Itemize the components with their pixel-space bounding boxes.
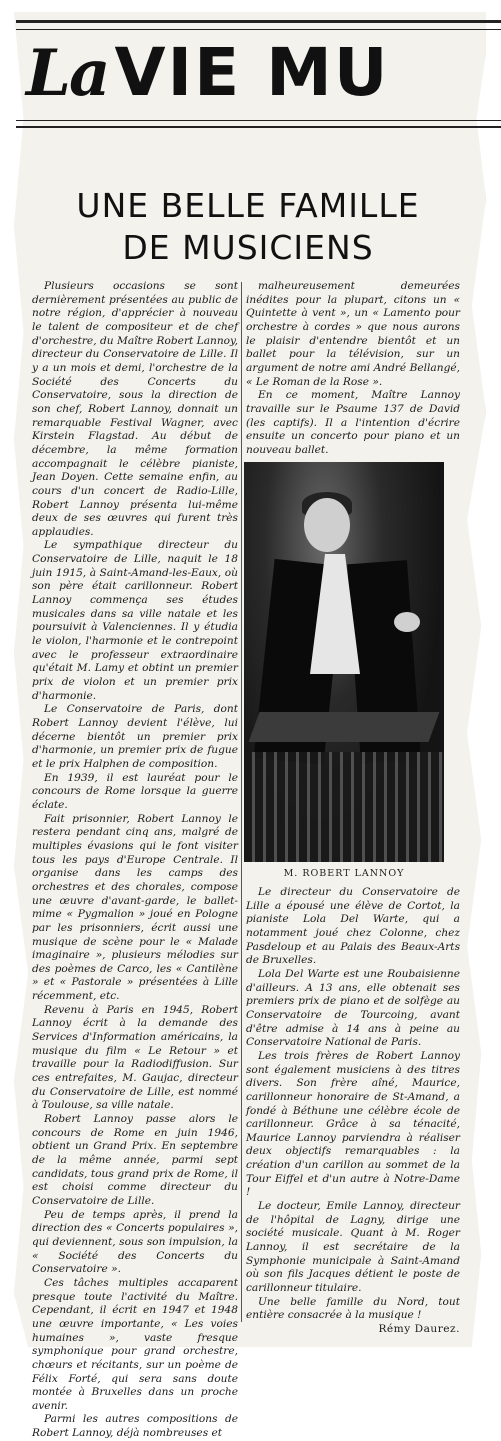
paragraph: Ces tâches multiples accaparent presque toute l'activité du Maître. Cependant, il écrit en 1947 et 1948 une œuvre importante, « Les voies humaines », vaste fresque symphonique pour grand orchestre, chœurs et récitants, sur un poème de Félix Forté, qui sera sans doute montée à Bruxelles dans un proche avenir. (32, 1276, 238, 1412)
article-column-left (32, 280, 238, 1441)
masthead-vie: VIE MU (114, 34, 390, 111)
paragraph: Le docteur, Emile Lannoy, directeur de l'hôpital de Lagny, dirige une société musicale. Quant à M. Roger Lannoy, il est secrétaire de la Symphonie municipale à Saint-Amand où son fils Jacques détient le poste de carillonneur titulaire. (246, 1200, 460, 1295)
column-divider (241, 282, 242, 1322)
paragraph: Une belle famille du Nord, tout entière consacrée à la musique ! (246, 1295, 460, 1322)
masthead-rule-bold (16, 126, 501, 128)
paragraph: Parmi les autres compositions de Robert Lannoy, déjà nombreuses et (32, 1413, 238, 1440)
paragraph: Revenu à Paris en 1945, Robert Lannoy écrit à la demande des Services d'Information américains, la musique du film « Le Retour » et travaille pour la Radiodiffusion. Sur ces entrefaites, M. Gaujac, directeur du Conservatoire de Lille, est nommé à Toulouse, sa ville natale. (32, 1003, 238, 1112)
author-signature: Rémy Daurez. (378, 1323, 460, 1335)
paragraph: Le Conservatoire de Paris, dont Robert Lannoy devient l'élève, lui décerne bientôt un premier prix d'harmonie, un premier prix de fugue et le prix Halphen de composition. (32, 703, 238, 770)
paragraph: Le directeur du Conservatoire de Lille a épousé une élève de Cortot, la pianiste Lola Del Warte, qui a notamment joué chez Colonne, chez Pasdeloup et au Palais des Beaux-Arts de Bruxelles. (246, 886, 460, 967)
headline-line-1: UNE BELLE FAMILLE (76, 186, 420, 225)
top-rule (16, 20, 501, 30)
paragraph: Plusieurs occasions se sont dernièrement présentées au public de notre région, d'apprécier à nouveau le talent de compositeur et de chef d'orchestre, du Maître Robert Lannoy, directeur du Conservatoire de Lille. Il y a un mois et demi, l'orchestre de la Société des Concerts du Conservatoire, sous la direction de son chef, Robert Lannoy, donnait un remarquable Festival Wagner, avec Kirstein Flagstad. Au début de décembre, la même formation accompagnait le célèbre pianiste, Jean Doyen. Cette semaine enfin, au cours d'un concert de Radio-Lille, Robert Lannoy présenta lui-même deux de ses œuvres qui furent très applaudies. (32, 280, 238, 538)
masthead-rule (16, 120, 501, 121)
paragraph: malheureusement demeurées inédites pour la plupart, citons un « Quintette à vent », un « Lamento pour orchestre à cordes » que nous aurons le plaisir d'entendre bientôt et un ballet pour la télévision, sur un argument de notre ami André Bellangé, « Le Roman de la Rose ». (246, 280, 460, 388)
masthead (26, 34, 486, 116)
paragraph: Le sympathique directeur du Conservatoire de Lille, naquit le 18 juin 1915, à Saint-Amand-les-Eaux, où son père était carillonneur. Robert Lannoy commença ses études musicales dans sa ville natale et les poursuivit à Valenciennes. Il y étudia le violon, l'harmonie et le contrepoint avec le professeur extraordinaire qu'était M. Lamy et obtint un premier prix de violon et un premier prix d'harmonie. (32, 539, 238, 702)
headline-line-2: DE MUSICIENS (122, 228, 374, 267)
paragraph: Lola Del Warte est une Roubaisienne d'ailleurs. A 13 ans, elle obtenait ses premiers prix de piano et de solfège au Conservatoire de Tourcoing, avant d'être admise à 14 ans à peine au Conservatoire National de Paris. (246, 967, 460, 1049)
article-column-right-top (246, 280, 460, 458)
paragraph: En 1939, il est lauréat pour le concours de Rome lorsque la guerre éclate. (32, 771, 238, 811)
photo-caption: M. ROBERT LANNOY (283, 868, 405, 879)
masthead-la: La (26, 36, 109, 111)
article-column-right-bottom (246, 886, 460, 1337)
portrait-photo (244, 462, 444, 862)
paragraph: Fait prisonnier, Robert Lannoy le restera pendant cinq ans, malgré de multiples évasions qui le font visiter tous les pays d'Europe Centrale. Il organise dans les camps des orchestres et des chorales, compose une œuvre d'avant-garde, le ballet-mime « Pygmalion » joué en Pologne par les prisonniers, écrit aussi une musique de scène pour le « Malade imaginaire », plusieurs mélodies sur des poèmes de Carco, les « Cantilène » et « Pastorale » présentées à Lille récemment, etc. (32, 812, 238, 1003)
paragraph: Robert Lannoy passe alors le concours de Rome en juin 1946, obtient un Grand Prix. En septembre de la même année, parmi sept candidats, tous grand prix de Rome, il est choisi comme directeur du Conservatoire de Lille. (32, 1113, 238, 1207)
paragraph: Peu de temps après, il prend la direction des « Concerts populaires », qui deviennent, sous son impulsion, la « Société des Concerts du Conservatoire ». (32, 1208, 238, 1276)
paragraph: Les trois frères de Robert Lannoy sont également musiciens à des titres divers. Son frère aîné, Maurice, carillonneur honoraire de St-Amand, a fondé à Béthune une célèbre école de carillonneur. Grâce à sa ténacité, Maurice Lannoy parviendra à réaliser deux objectifs remarquables : la création d'un carillon au sommet de la Tour Eiffel et d'un autre à Notre-Dame ! (246, 1049, 460, 1199)
paragraph: En ce moment, Maître Lannoy travaille sur le Psaume 137 de David (les captifs). Il a l'intention d'écrire ensuite un concerto pour piano et un nouveau ballet. (246, 389, 460, 456)
